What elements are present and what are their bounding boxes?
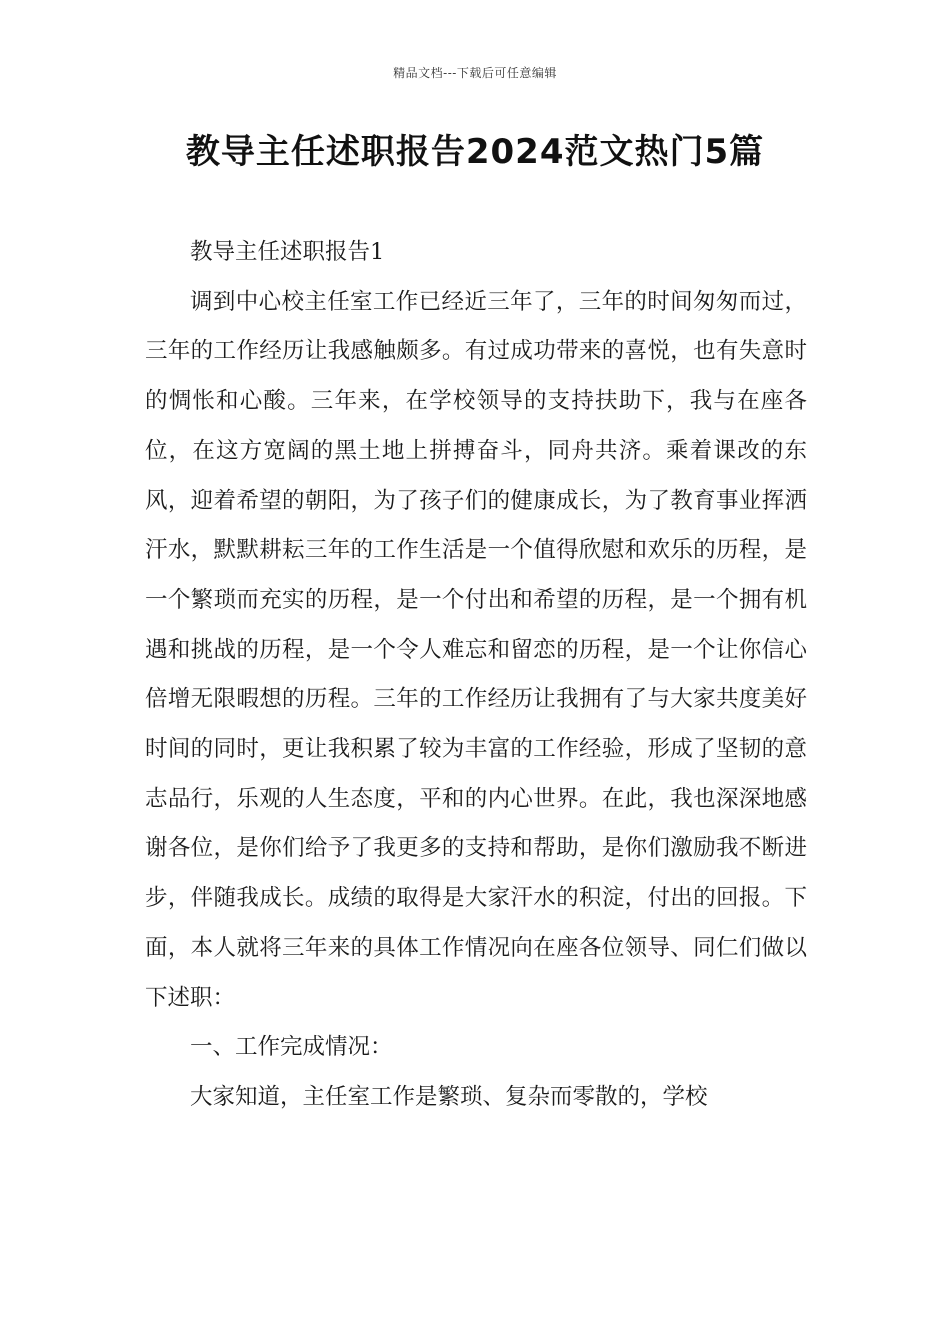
- document-body: [145, 228, 807, 1123]
- body-paragraph: 调到中心校主任室工作已经近三年了，三年的时间匆匆而过，三年的工作经历让我感触颇多。有过成功带来的喜悦，也有失意时的惆怅和心酸。三年来，在学校领导的支持扶助下，我与在座各位，在这方宽阔的黑土地上拼搏奋斗，同舟共济。乘着课改的东风，迎着希望的朝阳，为了孩子们的健康成长，为了教育事业挥洒汗水，默默耕耘三年的工作生活是一个值得欣慰和欢乐的历程，是一个繁琐而充实的历程，是一个付出和希望的历程，是一个拥有机遇和挑战的历程，是一个令人难忘和留恋的历程，是一个让你信心倍增无限暇想的历程。三年的工作经历让我拥有了与大家共度美好时间的同时，更让我积累了较为丰富的工作经验，形成了坚韧的意志品行，乐观的人生态度，平和的内心世界。在此，我也深深地感谢各位，是你们给予了我更多的支持和帮助，是你们激励我不断进步，伴随我成长。成绩的取得是大家汗水的积淀，付出的回报。下面，本人就将三年来的具体工作情况向在座各位领导、同仁们做以下述职：: [145, 288, 807, 1011]
- body-paragraph: 大家知道，主任室工作是繁琐、复杂而零散的，学校: [190, 1083, 708, 1110]
- header-note: 精品文档---下载后可任意编辑: [393, 66, 557, 80]
- section-heading-report-1: 教导主任述职报告1: [190, 239, 385, 265]
- document-title: 教导主任述职报告2024范文热门5篇: [185, 132, 765, 172]
- section-heading-work-completion: 一、工作完成情况：: [190, 1034, 393, 1061]
